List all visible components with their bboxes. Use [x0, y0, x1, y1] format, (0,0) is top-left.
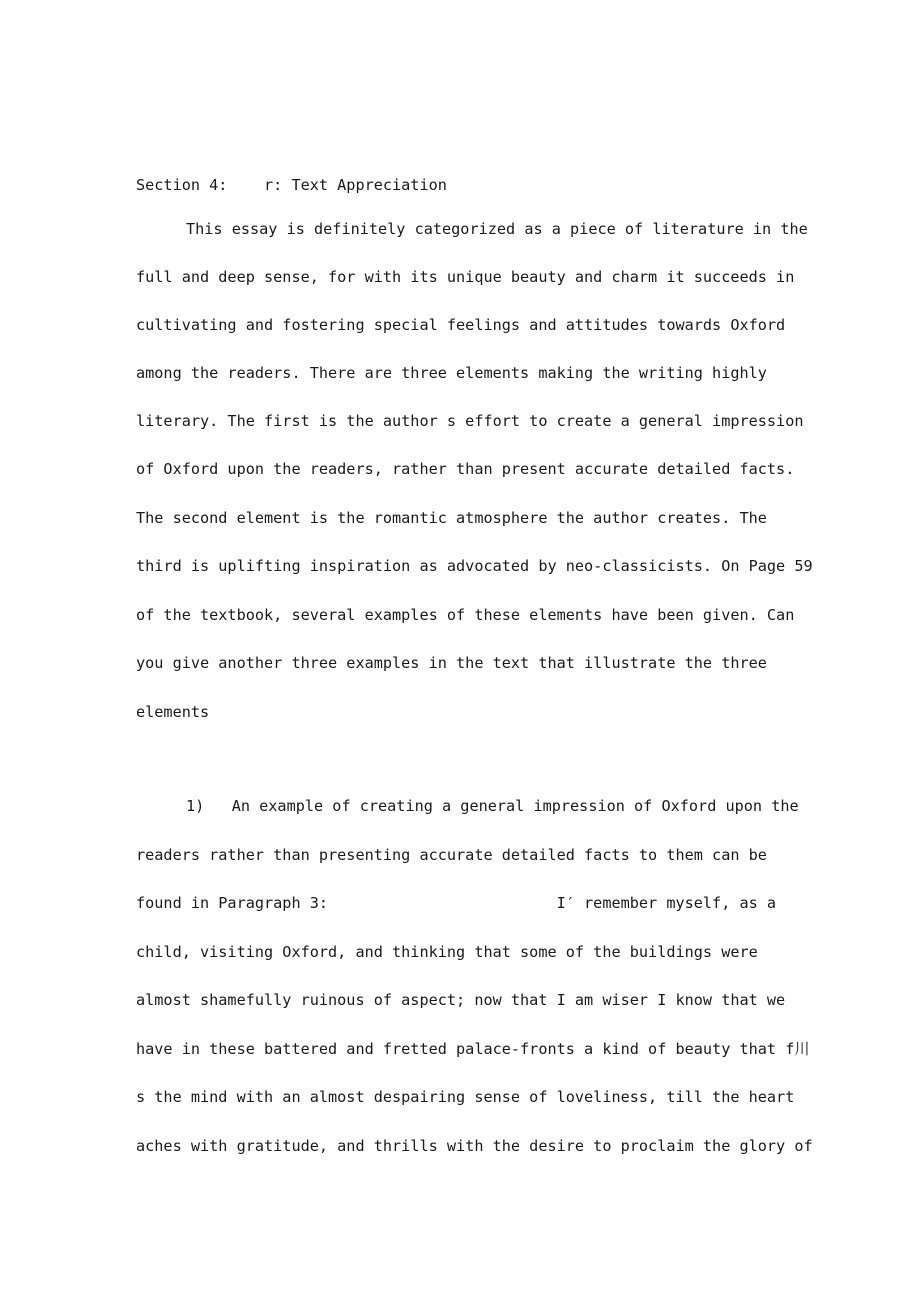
example-line: child, visiting Oxford, and thinking that some of the buildings were	[136, 943, 758, 961]
intro-line: The second element is the romantic atmosphere the author creates. The	[136, 509, 767, 527]
example-line: s the mind with an almost despairing sense of loveliness, till the heart	[136, 1088, 795, 1106]
intro-line: elements	[136, 703, 210, 721]
intro-line: full and deep sense, for with its unique beauty and charm it succeeds in	[136, 268, 795, 286]
intro-line: literary. The first is the author s effort to create a general impression	[136, 412, 804, 430]
intro-line: third is uplifting inspiration as advocated by neo-classicists. On Page 59	[136, 557, 813, 575]
intro-line: among the readers. There are three elements making the writing highly	[136, 364, 767, 382]
intro-line: of Oxford upon the readers, rather than present accurate detailed facts.	[136, 460, 795, 478]
intro-line: cultivating and fostering special feelings and attitudes towards Oxford	[136, 316, 786, 334]
intro-line: of the textbook, several examples of these elements have been given. Can	[136, 606, 795, 624]
example-line: almost shamefully ruinous of aspect; now that I am wiser I know that we	[136, 991, 786, 1009]
section-heading: Section 4: r: Text Appreciation	[136, 176, 447, 194]
example-line: found in Paragraph 3: I′ remember myself, as a	[136, 894, 777, 912]
example-line: readers rather than presenting accurate detailed facts to them can be	[136, 846, 767, 864]
example-line: have in these battered and fretted palace-fronts a kind of beauty that f川	[136, 1040, 810, 1058]
intro-line: you give another three examples in the text that illustrate the three	[136, 654, 767, 672]
example-line: 1) An example of creating a general impression of Oxford upon the	[186, 797, 799, 815]
example-line: aches with gratitude, and thrills with the desire to proclaim the glory of	[136, 1137, 813, 1155]
intro-line: This essay is definitely categorized as a piece of literature in the	[186, 220, 808, 238]
